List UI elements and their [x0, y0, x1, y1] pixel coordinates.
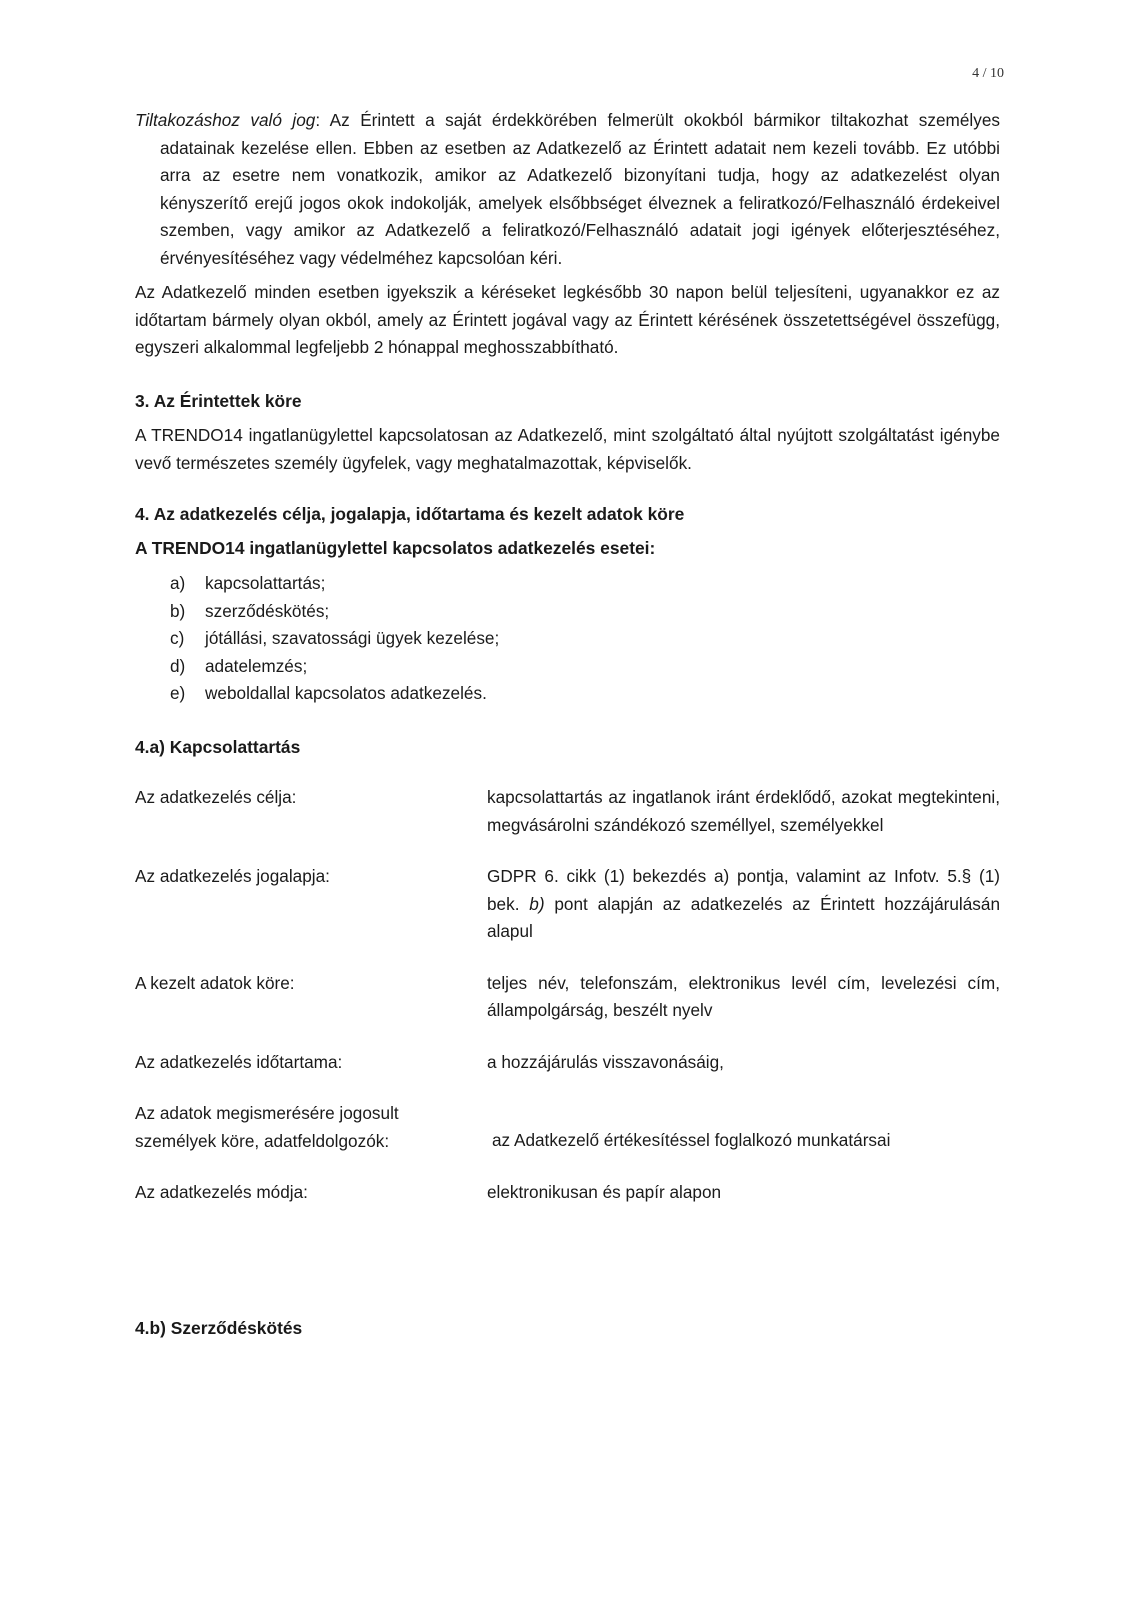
table-row [135, 970, 1000, 1025]
legal-basis-point: b) [529, 893, 545, 914]
list-item-letter: e) [170, 683, 186, 703]
objection-text: : Az Érintett a saját érdekkörében felmerült okokból bármikor tiltakozhat személyes adatainak kezelése ellen. Ebben az esetben az Adatkezelő az Érintett adatait nem kezeli tovább. Ez utóbbi arra az esetre nem vonatkozik, amikor az Adatkezelő bizonyítani tudja, hogy az adatkezelést olyan kényszerítő erejű jogos okok indokolják, amelyek elsőbbséget élveznek a feliratkozó/Felhasználó érdekeivel szemben, vagy amikor az Adatkezelő a feliratkozó/Felhasználó adatait jogi igények előterjesztéséhez, érvényesítéséhez vagy védelméhez kapcsolóan kéri. [160, 110, 1000, 268]
list-item [135, 680, 1000, 708]
table-row [135, 1179, 1000, 1207]
list-item-letter: c) [170, 628, 185, 648]
list-item [135, 625, 1000, 653]
row-label [135, 1100, 487, 1155]
table-row [135, 784, 1000, 839]
table-row [135, 863, 1000, 946]
objection-paragraph [135, 107, 1000, 272]
list-item-text: jótállási, szavatossági ügyek kezelése; [205, 628, 500, 648]
legal-basis-text: GDPR 6. cikk (1) bekezdés a) pontja, valamint az Infotv. 5.§ (1) bek. [487, 866, 1000, 914]
section4-heading: 4. Az adatkezelés célja, jogalapja, időtartama és kezelt adatok köre [135, 504, 685, 524]
list-item [135, 653, 1000, 681]
row-value: az Adatkezelő értékesítéssel foglalkozó munkatársai [492, 1130, 891, 1150]
list-item-letter: b) [170, 600, 186, 621]
kapcsolattartas-table [135, 784, 1000, 1207]
page-number: 4 / 10 [972, 66, 1004, 81]
row-value: teljes név, telefonszám, elektronikus levél cím, levelezési cím, állampolgárság, beszélt nyelv [487, 972, 1000, 1020]
row-value: kapcsolattartás az ingatlanok iránt érdeklődő, azokat megtekinteni, megvásárolni szándékozó személlyel, személyekkel [487, 787, 1000, 835]
section3-heading: 3. Az Érintettek köre [135, 390, 302, 411]
list-item [135, 570, 1000, 598]
row-label: Az adatkezelés célja: [135, 787, 297, 807]
table-row [135, 1100, 1000, 1155]
legal-basis-text-end: pont alapján az adatkezelés az Érintett hozzájárulásán alapul [487, 893, 1001, 941]
row-label: Az adatkezelés jogalapja: [135, 866, 330, 886]
processing-cases-list [135, 570, 1000, 708]
row-value: elektronikusan és papír alapon [487, 1182, 722, 1202]
section4b-heading: 4.b) Szerződéskötés [135, 1317, 303, 1338]
list-item-letter: a) [170, 573, 186, 593]
deadline-paragraph: Az Adatkezelő minden esetben igyekszik a kéréseket legkésőbb 30 napon belül teljesíteni, ugyanakkor ez az időtartam bármely olyan okból, amely az Érintett jogával vagy az Érintett kérésének összetettségével összefügg, egyszeri alkalommal legfeljebb 2 hónappal meghosszabbítható. [135, 282, 1000, 357]
row-value [487, 863, 1000, 946]
list-item [135, 598, 1000, 626]
list-item-text: adatelemzés; [205, 655, 308, 676]
list-item-text: kapcsolattartás; [205, 573, 326, 593]
objection-term: Tiltakozáshoz való jog [135, 110, 316, 130]
list-item-letter: d) [170, 655, 186, 676]
list-item-text: weboldallal kapcsolatos adatkezelés. [205, 683, 487, 703]
row-label: A kezelt adatok köre: [135, 972, 295, 993]
section4-subheading: A TRENDO14 ingatlanügylettel kapcsolatos adatkezelés esetei: [135, 537, 656, 558]
row-label: Az adatkezelés időtartama: [135, 1051, 343, 1072]
row-label-line: Az adatok megismerésére jogosult [135, 1103, 399, 1123]
section4a-heading: 4.a) Kapcsolattartás [135, 736, 301, 757]
document-body [135, 107, 1000, 1342]
table-row [135, 1049, 1000, 1077]
list-item-text: szerződéskötés; [205, 600, 330, 621]
section3-text: A TRENDO14 ingatlanügylettel kapcsolatosan az Adatkezelő, mint szolgáltató által nyújtott szolgáltatást igénybe vevő természetes személy ügyfelek, vagy meghatalmazottak, képviselők. [135, 425, 1000, 473]
row-label: Az adatkezelés módja: [135, 1182, 308, 1202]
row-label-line: személyek köre, adatfeldolgozók: [135, 1130, 390, 1151]
row-value: a hozzájárulás visszavonásáig, [487, 1051, 724, 1072]
